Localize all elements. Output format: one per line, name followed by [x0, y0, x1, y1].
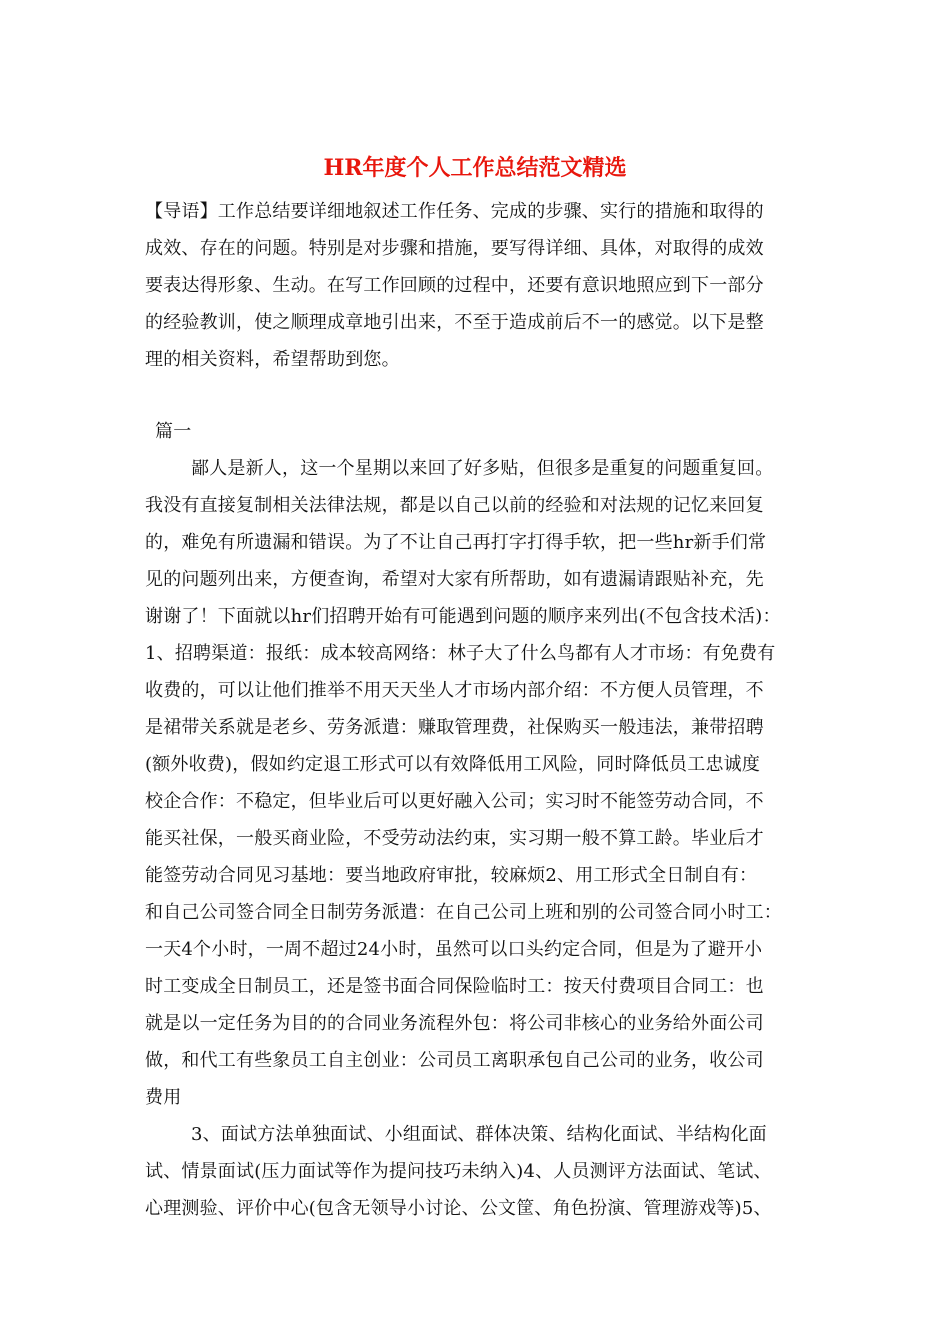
body-line: 心理测验、评价中心(包含无领导小讨论、公文筐、角色扮演、管理游戏等)5、: [145, 1198, 772, 1219]
body-line: 的，难免有所遗漏和错误。为了不让自己再打字打得手软，把一些hr新手们常: [145, 532, 767, 553]
document-title: HR年度个人工作总结范文精选: [323, 155, 627, 181]
body-line: 谢谢了！下面就以hr们招聘开始有可能遇到问题的顺序来列出(不包含技术活)：: [145, 606, 781, 627]
body-line: 是裙带关系就是老乡、劳务派遣：赚取管理费，社保购买一般违法，兼带招聘: [145, 717, 764, 738]
body-line: 我没有直接复制相关法律法规，都是以自己以前的经验和对法规的记忆来回复: [145, 495, 764, 516]
intro-line: 成效、存在的问题。特别是对步骤和措施，要写得详细、具体，对取得的成效: [145, 238, 764, 259]
body-line: 能买社保，一般买商业险，不受劳动法约束，实习期一般不算工龄。毕业后才: [145, 828, 764, 849]
body-line: 能签劳动合同见习基地：要当地政府审批，较麻烦2、用工形式全日制自有：: [145, 865, 758, 886]
body-line: (额外收费)，假如约定退工形式可以有效降低用工风险，同时降低员工忠诚度: [145, 754, 761, 775]
intro-line: 要表达得形象、生动。在写工作回顾的过程中，还要有意识地照应到下一部分: [145, 275, 764, 296]
body-line: 1、招聘渠道：报纸：成本较高网络：林子大了什么鸟都有人才市场：有免费有: [145, 643, 776, 664]
intro-line: 理的相关资料，希望帮助到您。: [145, 349, 400, 370]
section-heading: 篇一: [155, 421, 192, 442]
intro-line: 【导语】工作总结要详细地叙述工作任务、完成的步骤、实行的措施和取得的: [145, 201, 764, 222]
body-line: 做，和代工有些象员工自主创业：公司员工离职承包自己公司的业务，收公司: [145, 1050, 764, 1071]
body-line: 费用: [145, 1087, 182, 1108]
body-line: 和自己公司签合同全日制劳务派遣：在自己公司上班和别的公司签合同小时工：: [145, 902, 782, 923]
body-line: 一天4个小时，一周不超过24小时，虽然可以口头约定合同，但是为了避开小: [145, 939, 763, 960]
body-line: 3、面试方法单独面试、小组面试、群体决策、结构化面试、半结构化面: [191, 1124, 767, 1145]
body-line: 鄙人是新人，这一个星期以来回了好多贴，但很多是重复的问题重复回。: [191, 458, 774, 479]
body-line: 见的问题列出来，方便查询，希望对大家有所帮助，如有遗漏请跟贴补充，先: [145, 569, 764, 590]
intro-line: 的经验教训，使之顺理成章地引出来，不至于造成前后不一的感觉。以下是整: [145, 312, 764, 333]
body-line: 就是以一定任务为目的的合同业务流程外包：将公司非核心的业务给外面公司: [145, 1013, 764, 1034]
body-line: 收费的，可以让他们推举不用天天坐人才市场内部介绍：不方便人员管理，不: [145, 680, 764, 701]
body-line: 时工变成全日制员工，还是签书面合同保险临时工：按天付费项目合同工：也: [145, 976, 764, 997]
body-line: 试、情景面试(压力面试等作为提问技巧未纳入)4、人员测评方法面试、笔试、: [145, 1161, 772, 1182]
body-line: 校企合作：不稳定，但毕业后可以更好融入公司；实习时不能签劳动合同，不: [145, 791, 764, 812]
